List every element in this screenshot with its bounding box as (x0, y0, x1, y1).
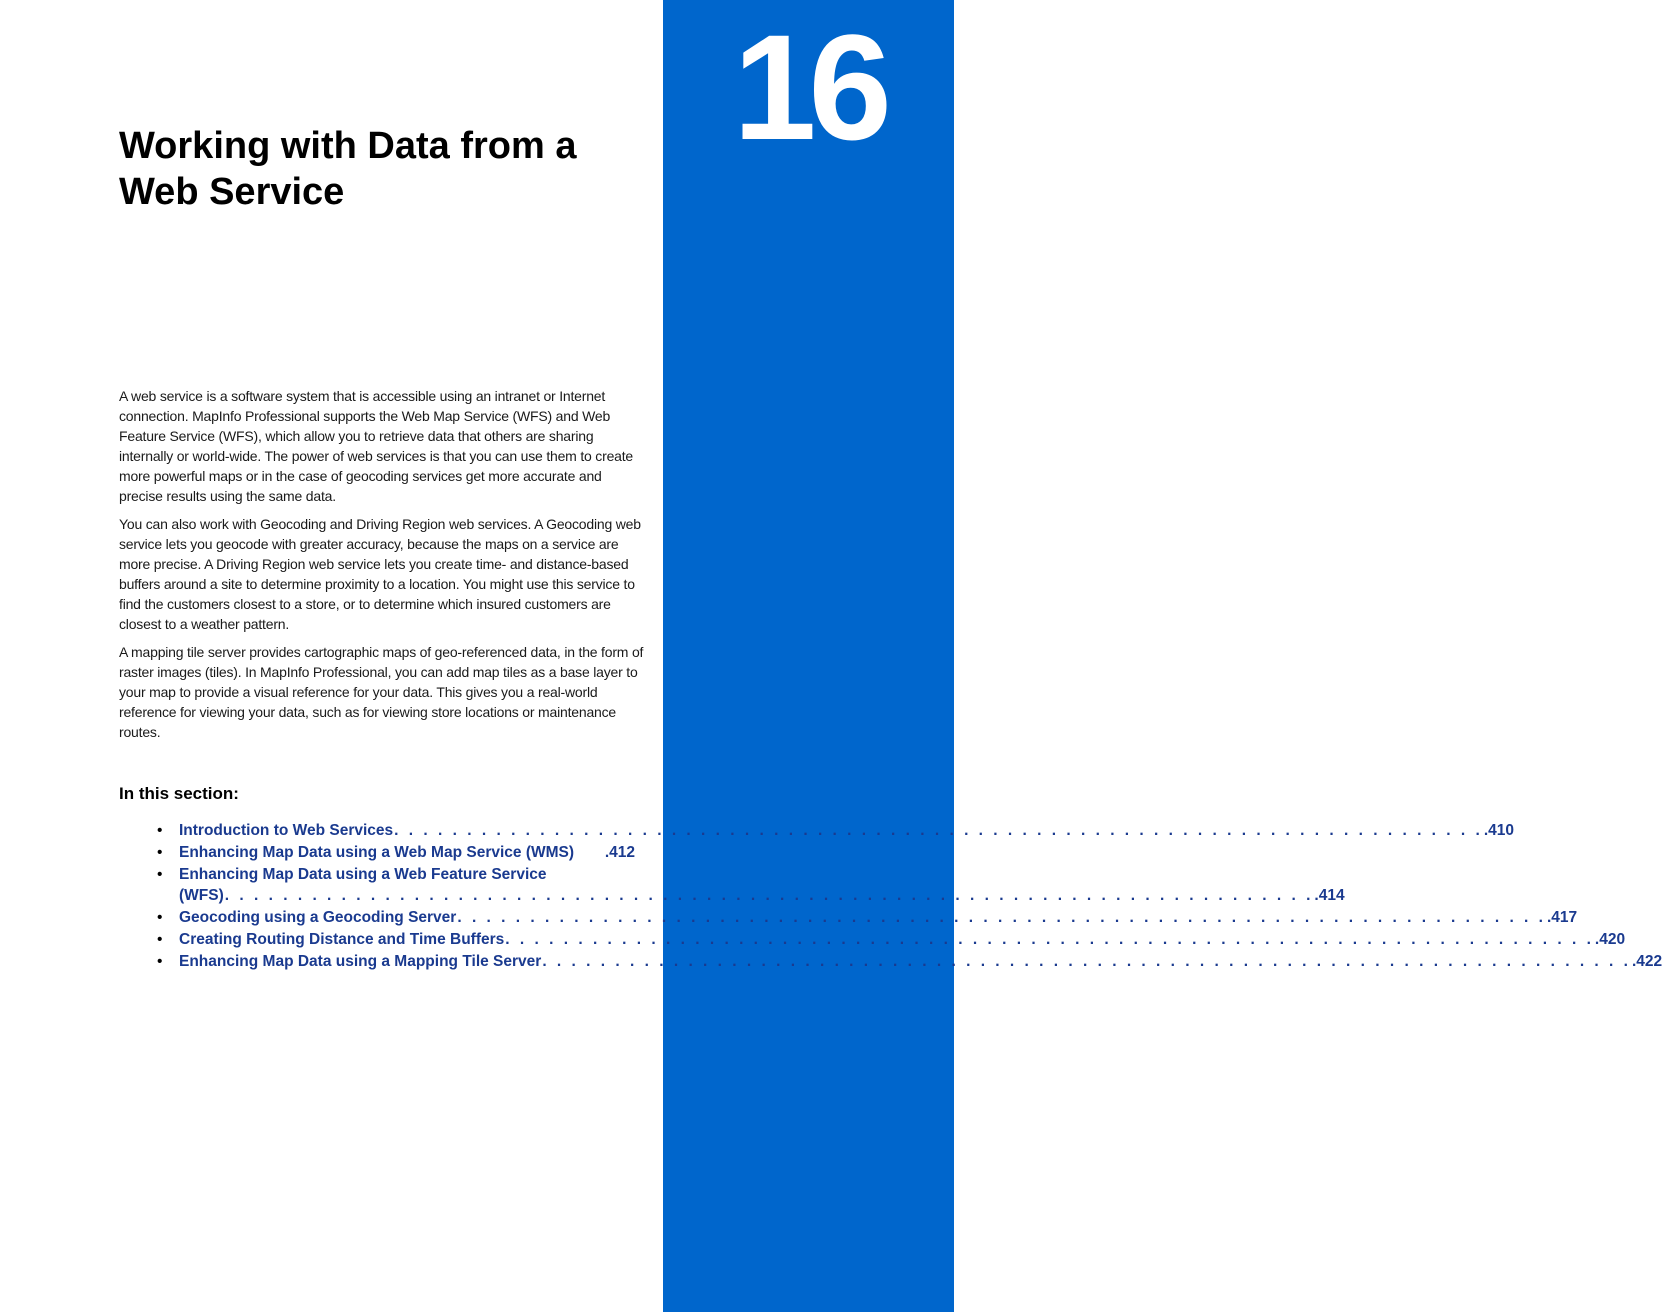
bullet-icon: • (157, 866, 163, 883)
toc-label: (WFS) (179, 887, 224, 904)
toc-page: .412 (604, 844, 635, 861)
toc-label: Introduction to Web Services (179, 822, 394, 839)
toc-item (155, 864, 1345, 906)
bullet-icon: • (157, 822, 163, 839)
intro-paragraph: You can also work with Geocoding and Driving Region web services. A Geocoding web service lets you geocode with greater accuracy, because the maps on a service are more precise. A Driving Region web service lets you create time- and distance-based buffers around a site to determine proximity to a location. You might use this service to find the customers closest to a store, or to determine which insured customers are closest to a weather pattern. (119, 516, 641, 632)
toc-page: .422 (1631, 953, 1662, 970)
toc-page: .417 (1546, 909, 1578, 926)
toc-item (155, 951, 1662, 972)
toc-page: .414 (1314, 887, 1345, 904)
toc-leader-dots: . . . . . . . . . . . . . . . . . . . . . . . . . . . . . . . . . . . . . . . . . . . . . . . . . . . . . . . . . . . . . . . . . . . . . . . . . . . (224, 887, 1314, 904)
intro-paragraph: A web service is a software system that is accessible using an intranet or Internet connection. MapInfo Professional supports the Web Map Service (WFS) and Web Feature Service (WFS), which allow you to retrieve data that others are sharing internally or world-wide. The power of web services is that you can use them to create more powerful maps or in the case of geocoding services get more accurate and precise results using the same data. (119, 388, 634, 504)
toc-link-introduction[interactable] (179, 820, 1514, 841)
toc-link-wfs[interactable] (179, 864, 1345, 906)
toc-leader-dots: . . . . . . . . . . . . . . . . . . . . . . . . . . . . . . . . . . . . . . . . . . . . . . . . . . . . . . . . . . . . . . . . . . . . . . . . . . . (457, 909, 1546, 926)
toc-page: .410 (1483, 822, 1514, 839)
section-toc (155, 820, 1662, 973)
toc-item (155, 907, 1578, 928)
intro-paragraph: A mapping tile server provides cartographic maps of geo-referenced data, in the form of raster images (tiles). In MapInfo Professional, you can add map tiles as a base layer to your map to provide a visual reference for your data. This gives you a real-world reference for viewing your data, such as for viewing store locations or maintenance routes. (119, 644, 644, 740)
chapter-number: 16 (733, 3, 884, 171)
bullet-icon: • (157, 931, 163, 948)
toc-label: Enhancing Map Data using a Mapping Tile Server (179, 953, 542, 970)
toc-label-line1: Enhancing Map Data using a Web Feature Service (179, 866, 547, 883)
toc-label: Enhancing Map Data using a Web Map Service (WMS) (179, 844, 575, 861)
intro-text (119, 386, 645, 750)
chapter-side-band (663, 0, 954, 1312)
toc-link-geocoding[interactable] (179, 907, 1578, 928)
toc-link-wms[interactable] (179, 842, 635, 863)
bullet-icon: • (157, 844, 163, 861)
toc-leader-dots: . . . . . . . . . . . . . . . . . . . . . . . . . . . . . . . . . . . . . . . . . . . . . . . . . . . . . . . . . . . . . . . . . . . . . . . . . . . (542, 953, 1631, 970)
toc-item (155, 842, 635, 863)
toc-link-routing[interactable] (179, 929, 1626, 950)
toc-item (155, 929, 1626, 950)
bullet-icon: • (157, 909, 163, 926)
section-heading: In this section: (119, 784, 239, 803)
toc-label: Creating Routing Distance and Time Buffers (179, 931, 505, 948)
toc-label: Geocoding using a Geocoding Server (179, 909, 457, 926)
toc-item (155, 820, 1514, 841)
toc-leader-dots: . . . . . . . . . . . . . . . . . . . . . . . . . . . . . . . . . . . . . . . . . . . . . . . . . . . . . . . . . . . . . . . . . . . . . . . . . . . (505, 931, 1594, 948)
toc-link-tile-server[interactable] (179, 951, 1662, 972)
toc-page: .420 (1594, 931, 1626, 948)
toc-leader-dots: . . . . . . . . . . . . . . . . . . . . . . . . . . . . . . . . . . . . . . . . . . . . . . . . . . . . . . . . . . . . . . . . . . . . . . . . . . . (394, 822, 1483, 839)
chapter-title: Working with Data from a Web Service (119, 125, 577, 213)
bullet-icon: • (157, 953, 163, 970)
